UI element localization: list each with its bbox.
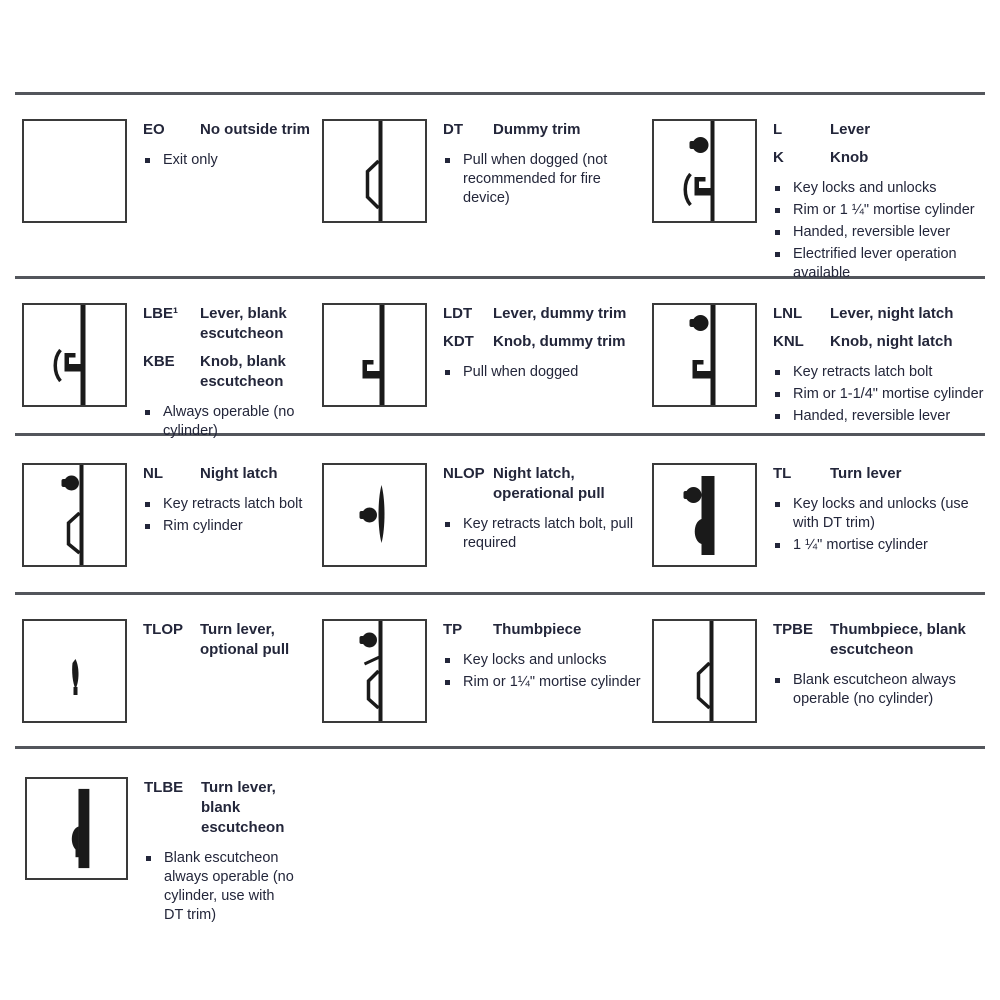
trim-code: K	[773, 149, 784, 166]
trim-title: Knob, dummy trim	[493, 333, 626, 350]
trim-code: NL	[143, 465, 163, 482]
trim-code: TLBE	[144, 779, 184, 796]
trim-diagram-box	[652, 119, 757, 223]
trim-cell-nl	[15, 463, 322, 592]
trim-diagram-box	[652, 303, 757, 407]
trim-cell-l-k	[652, 119, 985, 286]
trim-entry	[443, 620, 643, 640]
trim-cell-tl	[652, 463, 985, 592]
trim-entry	[773, 332, 985, 352]
trim-code: KDT	[443, 333, 474, 350]
trim-title: Lever	[830, 121, 871, 138]
lever-dummy-trim-icon	[324, 305, 425, 405]
trim-bullets	[144, 849, 294, 925]
trim-title: Night latch, operational pull	[493, 465, 605, 502]
trim-bullets	[773, 495, 985, 555]
trim-bullet: Key locks and unlocks (use with DT trim)	[773, 495, 985, 533]
trim-row-1	[15, 92, 985, 281]
trim-bullets	[143, 403, 311, 441]
trim-entry	[143, 620, 311, 660]
trim-entry	[773, 464, 985, 484]
trim-title: Lever, blank escutcheon	[200, 305, 287, 342]
trim-row-5	[15, 746, 985, 1000]
trim-cell-tp	[322, 619, 652, 746]
trim-cell-eo	[15, 119, 322, 286]
thumbpiece-blank-escutcheon-icon	[654, 621, 755, 721]
trim-bullets	[443, 651, 643, 692]
trim-entry	[773, 148, 985, 168]
trim-title: Turn lever, optional pull	[200, 621, 290, 658]
trim-cell-lbe-kbe	[15, 303, 322, 444]
trim-cell-tpbe	[652, 619, 985, 746]
trim-cell-lnl-knl	[652, 303, 985, 444]
trim-bullet: Electrified lever operation available	[773, 245, 985, 283]
trim-diagram-box	[25, 777, 128, 880]
trim-bullet: Handed, reversible lever	[773, 407, 985, 426]
trim-bullet: Pull when dogged	[443, 363, 643, 382]
lever-blank-escutcheon-icon	[24, 305, 125, 405]
trim-code: TL	[773, 465, 792, 482]
trim-entry	[143, 352, 311, 392]
trim-cell-dt	[322, 119, 652, 286]
trim-row-4	[15, 592, 985, 746]
trim-code: LNL	[773, 305, 803, 322]
trim-title: No outside trim	[200, 121, 311, 138]
trim-entry	[443, 120, 643, 140]
trim-diagram-box	[322, 619, 427, 723]
empty-door-box-icon	[24, 121, 125, 221]
cylinder-thumbpiece-pull-icon	[324, 621, 425, 721]
trim-code: KNL	[773, 333, 804, 350]
trim-bullet: Always operable (no cylinder)	[143, 403, 311, 441]
trim-diagram-box	[22, 463, 127, 567]
trim-code: TPBE	[773, 621, 814, 638]
trim-title: Night latch	[200, 465, 278, 482]
trim-bullets	[443, 515, 643, 553]
trim-bullets	[443, 363, 643, 382]
escutcheon-turn-icon	[27, 779, 126, 878]
cylinder-operational-pull-icon	[324, 465, 425, 565]
trim-bullet: Exit only	[143, 151, 311, 170]
trim-code: DT	[443, 121, 463, 138]
trim-bullet: Rim cylinder	[143, 517, 311, 536]
trim-bullet: Key locks and unlocks	[773, 179, 985, 198]
trim-code: L	[773, 121, 783, 138]
escutcheon-cylinder-turn-icon	[654, 465, 755, 565]
trim-code: EO	[143, 121, 165, 138]
trim-entry	[443, 464, 643, 504]
trim-entry	[143, 304, 311, 344]
cylinder-and-lever-night-latch-icon	[654, 305, 755, 405]
trim-diagram-box	[22, 119, 127, 223]
trim-code: KBE	[143, 353, 175, 370]
trim-title: Turn lever, blank escutcheon	[201, 779, 285, 836]
trim-bullet: Rim or 1 ¼" mortise cylinder	[773, 201, 985, 220]
trim-bullet: Blank escutcheon always operable (no cylinder, use with DT trim)	[144, 849, 294, 925]
trim-code: NLOP	[443, 465, 485, 482]
trim-bullet: Blank escutcheon always operable (no cylinder)	[773, 671, 985, 709]
trim-bullet: Key locks and unlocks	[443, 651, 643, 670]
trim-diagram-box	[322, 463, 427, 567]
trim-code: TLOP	[143, 621, 183, 638]
trim-row-2	[15, 276, 985, 439]
trim-entry	[443, 304, 643, 324]
cylinder-and-lever-icon	[654, 121, 755, 221]
trim-diagram-box	[652, 463, 757, 567]
trim-entry	[773, 304, 985, 324]
trim-cell-tlbe	[15, 777, 322, 1000]
trim-bullet: Pull when dogged (not recommended for fire device)	[443, 151, 643, 208]
trim-cell-ldt-kdt	[322, 303, 652, 444]
trim-title: Knob, night latch	[830, 333, 953, 350]
trim-bullet: Rim or 1-1/4" mortise cylinder	[773, 385, 985, 404]
trim-entry	[143, 120, 311, 140]
trim-diagram-box	[22, 619, 127, 723]
turn-lever-small-icon	[24, 621, 125, 721]
trim-code: TP	[443, 621, 463, 638]
trim-bullet: Handed, reversible lever	[773, 223, 985, 242]
door-edge-pull-icon	[324, 121, 425, 221]
trim-title: Knob	[830, 149, 869, 166]
trim-bullet: Key retracts latch bolt	[773, 363, 985, 382]
trim-title: Dummy trim	[493, 121, 581, 138]
trim-bullet: Key retracts latch bolt, pull required	[443, 515, 643, 553]
trim-entry	[144, 778, 294, 838]
trim-code: LBE¹	[143, 305, 178, 322]
trim-title: Turn lever	[830, 465, 902, 482]
trim-title: Lever, dummy trim	[493, 305, 627, 322]
trim-bullets	[773, 671, 985, 709]
trim-bullets	[143, 495, 311, 536]
trim-code: LDT	[443, 305, 473, 322]
trim-diagram-box	[22, 303, 127, 407]
trim-bullet: Rim or 1¼" mortise cylinder	[443, 673, 643, 692]
cylinder-and-pull-icon	[24, 465, 125, 565]
trim-bullets	[773, 363, 985, 426]
trim-entry	[143, 464, 311, 484]
trim-diagram-box	[652, 619, 757, 723]
trim-entry	[773, 120, 985, 140]
trim-title: Knob, blank escutcheon	[200, 353, 286, 390]
trim-cell-nlop	[322, 463, 652, 592]
trim-diagram-box	[322, 303, 427, 407]
trim-entry	[443, 332, 643, 352]
trim-row-3	[15, 433, 985, 592]
trim-cell-tlop	[15, 619, 322, 746]
trim-bullet: Key retracts latch bolt	[143, 495, 311, 514]
trim-title: Thumbpiece	[493, 621, 582, 638]
trim-diagram-box	[322, 119, 427, 223]
trim-bullets	[443, 151, 643, 208]
trim-title: Lever, night latch	[830, 305, 954, 322]
trim-bullets	[773, 179, 985, 283]
trim-title: Thumbpiece, blank escutcheon	[830, 621, 966, 658]
trim-bullet: 1 ¼" mortise cylinder	[773, 536, 985, 555]
trim-entry	[773, 620, 985, 660]
trim-bullets	[143, 151, 311, 170]
